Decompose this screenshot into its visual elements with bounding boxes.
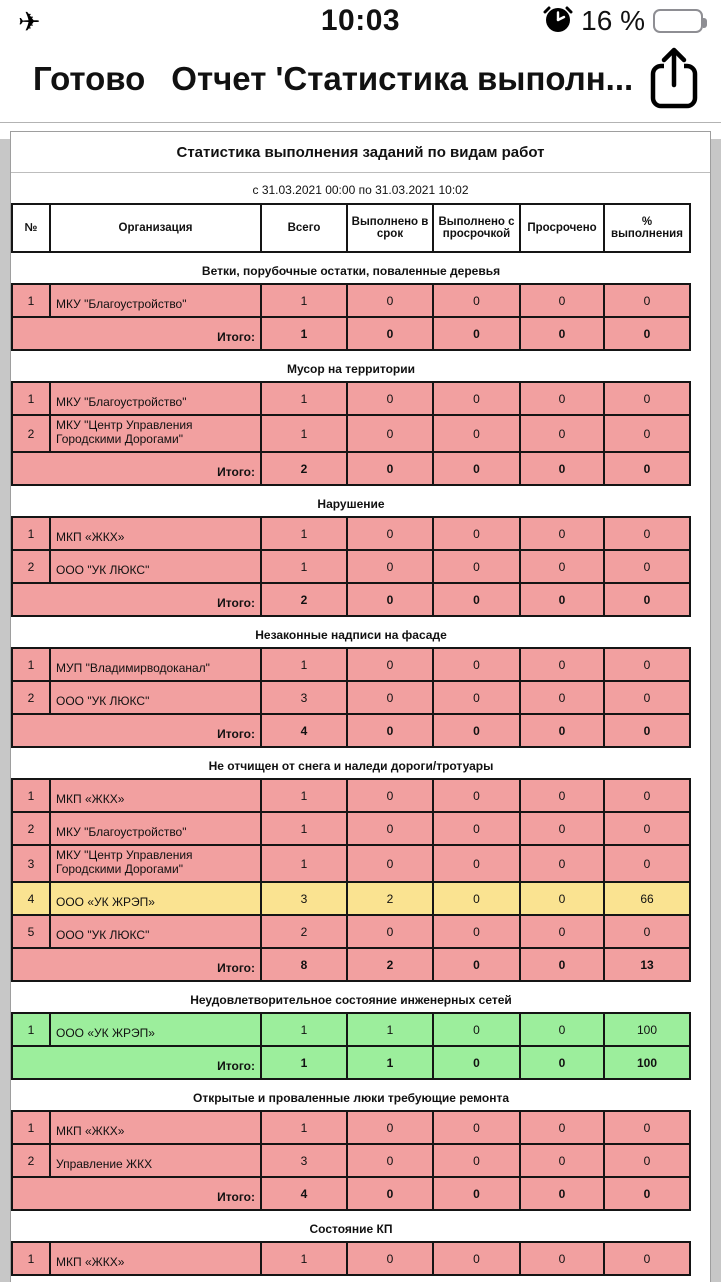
cell-value: 0 [347, 915, 433, 948]
cell-value: 0 [520, 812, 604, 845]
cell-value: 0 [433, 415, 520, 452]
status-bar [0, 0, 721, 42]
table-row [12, 812, 690, 845]
cell-value: 0 [347, 648, 433, 681]
cell-value: 0 [604, 550, 690, 583]
total-value: 4 [261, 1177, 347, 1210]
table-row [12, 1013, 690, 1046]
cell-value: 0 [520, 284, 604, 317]
cell-organization: Управление ЖКХ [50, 1144, 261, 1177]
cell-value: 0 [520, 517, 604, 550]
battery-nub [703, 18, 707, 28]
table-row [12, 648, 690, 681]
cell-num: 2 [12, 1144, 50, 1177]
cell-value: 0 [347, 382, 433, 415]
cell-value: 1 [261, 382, 347, 415]
cell-value: 0 [604, 415, 690, 452]
cell-organization: ООО "УК ЛЮКС" [50, 681, 261, 714]
section-row [12, 485, 690, 517]
cell-value: 0 [520, 1144, 604, 1177]
cell-value: 2 [347, 882, 433, 915]
airplane-mode-icon: ✈ [18, 6, 41, 37]
total-value: 2 [347, 948, 433, 981]
cell-value: 0 [604, 915, 690, 948]
header-done-on-time: Выполнено в срок [347, 204, 433, 252]
cell-organization: МКП «ЖКХ» [50, 1111, 261, 1144]
cell-organization: ООО "УК ЛЮКС" [50, 550, 261, 583]
cell-value: 0 [433, 550, 520, 583]
total-value: 0 [604, 583, 690, 616]
total-value: 0 [520, 583, 604, 616]
total-value: 0 [433, 583, 520, 616]
total-label: Итого: [12, 583, 261, 616]
cell-organization: МКУ "Благоустройство" [50, 284, 261, 317]
cell-value: 0 [347, 1242, 433, 1275]
table-row [12, 1111, 690, 1144]
section-row [12, 1079, 690, 1111]
battery-percent-label: 16 % [581, 5, 645, 36]
total-label: Итого: [12, 1046, 261, 1079]
cell-value: 1 [261, 517, 347, 550]
cell-value: 0 [604, 1144, 690, 1177]
report-table-body [12, 252, 690, 1275]
cell-value: 0 [520, 1111, 604, 1144]
page-title: Отчет 'Статистика выполн... [171, 60, 634, 97]
cell-value: 3 [261, 882, 347, 915]
cell-value: 0 [604, 1111, 690, 1144]
cell-value: 0 [347, 845, 433, 882]
table-row [12, 1144, 690, 1177]
section-title: Незаконные надписи на фасаде [12, 616, 690, 648]
cell-value: 1 [261, 779, 347, 812]
cell-value: 0 [347, 415, 433, 452]
cell-value: 0 [604, 1242, 690, 1275]
cell-value: 1 [261, 1111, 347, 1144]
section-row [12, 350, 690, 382]
section-row [12, 252, 690, 284]
section-row [12, 1210, 690, 1242]
cell-value: 0 [520, 550, 604, 583]
table-row [12, 882, 690, 915]
alarm-clock-icon [543, 4, 573, 39]
cell-num: 2 [12, 812, 50, 845]
cell-organization: ООО «УК ЖРЭП» [50, 1013, 261, 1046]
section-title: Состояние КП [12, 1210, 690, 1242]
cell-value: 66 [604, 882, 690, 915]
cell-organization: ООО "УК ЛЮКС" [50, 915, 261, 948]
cell-value: 0 [520, 382, 604, 415]
cell-value: 0 [520, 845, 604, 882]
cell-organization: МКУ "Центр Управления Городскими Дорогами" [50, 845, 261, 882]
cell-num: 1 [12, 648, 50, 681]
cell-num: 1 [12, 517, 50, 550]
cell-num: 4 [12, 882, 50, 915]
cell-value: 0 [433, 648, 520, 681]
total-value: 0 [433, 452, 520, 485]
cell-num: 2 [12, 550, 50, 583]
cell-value: 0 [433, 1144, 520, 1177]
cell-num: 2 [12, 681, 50, 714]
cell-value: 0 [347, 284, 433, 317]
total-value: 0 [520, 948, 604, 981]
cell-value: 0 [604, 845, 690, 882]
cell-value: 0 [520, 1013, 604, 1046]
table-row [12, 845, 690, 882]
table-row [12, 415, 690, 452]
total-label: Итого: [12, 714, 261, 747]
cell-value: 1 [261, 1242, 347, 1275]
header-organization: Организация [50, 204, 261, 252]
cell-num: 1 [12, 284, 50, 317]
cell-value: 1 [347, 1013, 433, 1046]
cell-value: 0 [433, 779, 520, 812]
total-value: 2 [261, 452, 347, 485]
cell-value: 1 [261, 812, 347, 845]
table-row [12, 779, 690, 812]
total-row [12, 583, 690, 616]
section-title: Не отчищен от снега и наледи дороги/тротуары [12, 747, 690, 779]
cell-num: 1 [12, 779, 50, 812]
section-title: Мусор на территории [12, 350, 690, 382]
total-value: 0 [520, 1177, 604, 1210]
cell-value: 0 [347, 550, 433, 583]
total-value: 0 [433, 1177, 520, 1210]
cell-value: 0 [433, 382, 520, 415]
cell-value: 1 [261, 415, 347, 452]
total-label: Итого: [12, 948, 261, 981]
cell-num: 3 [12, 845, 50, 882]
total-value: 0 [347, 452, 433, 485]
cell-value: 0 [347, 779, 433, 812]
table-row [12, 284, 690, 317]
report-table [11, 203, 691, 1276]
total-value: 0 [433, 714, 520, 747]
total-label: Итого: [12, 317, 261, 350]
header-percent-done: % выполнения [604, 204, 690, 252]
total-value: 100 [604, 1046, 690, 1079]
total-value: 0 [604, 1177, 690, 1210]
table-row [12, 915, 690, 948]
report-page [10, 131, 711, 1282]
share-icon [647, 99, 701, 114]
cell-value: 0 [520, 915, 604, 948]
table-header-row [12, 204, 690, 252]
total-value: 0 [433, 317, 520, 350]
table-row [12, 517, 690, 550]
status-time: 10:03 [320, 4, 401, 37]
cell-organization: МКП «ЖКХ» [50, 517, 261, 550]
cell-value: 1 [261, 648, 347, 681]
cell-value: 0 [347, 517, 433, 550]
cell-value: 0 [433, 681, 520, 714]
total-value: 1 [261, 1046, 347, 1079]
total-value: 0 [433, 948, 520, 981]
cell-num: 1 [12, 1111, 50, 1144]
total-row [12, 948, 690, 981]
total-value: 0 [347, 317, 433, 350]
cell-num: 1 [12, 382, 50, 415]
total-value: 0 [347, 1177, 433, 1210]
table-row [12, 1242, 690, 1275]
section-title: Неудовлетворительное состояние инженерных сетей [12, 981, 690, 1013]
section-title: Открытые и проваленные люки требующие ремонта [12, 1079, 690, 1111]
cell-value: 2 [261, 915, 347, 948]
total-value: 0 [520, 452, 604, 485]
cell-value: 0 [347, 681, 433, 714]
total-label: Итого: [12, 1177, 261, 1210]
total-value: 8 [261, 948, 347, 981]
cell-value: 3 [261, 1144, 347, 1177]
cell-num: 2 [12, 415, 50, 452]
header-total: Всего [261, 204, 347, 252]
cell-value: 0 [433, 882, 520, 915]
cell-value: 0 [433, 812, 520, 845]
report-title: Статистика выполнения заданий по видам работ [11, 132, 710, 173]
cell-value: 0 [347, 812, 433, 845]
total-value: 0 [347, 714, 433, 747]
report-period: с 31.03.2021 00:00 по 31.03.2021 10:02 [252, 183, 469, 197]
total-value: 0 [520, 317, 604, 350]
total-row [12, 1177, 690, 1210]
total-value: 0 [347, 583, 433, 616]
cell-value: 0 [433, 915, 520, 948]
cell-value: 0 [520, 1242, 604, 1275]
total-row [12, 1046, 690, 1079]
cell-value: 0 [520, 779, 604, 812]
cell-organization: МКП «ЖКХ» [50, 1242, 261, 1275]
total-value: 4 [261, 714, 347, 747]
cell-value: 0 [520, 882, 604, 915]
total-row [12, 714, 690, 747]
table-row [12, 681, 690, 714]
section-row [12, 616, 690, 648]
total-value: 13 [604, 948, 690, 981]
cell-num: 1 [12, 1242, 50, 1275]
header-overdue: Просрочено [520, 204, 604, 252]
cell-value: 0 [604, 284, 690, 317]
section-title: Нарушение [12, 485, 690, 517]
cell-num: 5 [12, 915, 50, 948]
cell-value: 0 [433, 1242, 520, 1275]
cell-value: 0 [347, 1144, 433, 1177]
cell-value: 0 [433, 1013, 520, 1046]
cell-organization: МКУ "Благоустройство" [50, 812, 261, 845]
total-value: 0 [604, 317, 690, 350]
cell-value: 0 [433, 845, 520, 882]
header-done-late: Выполнено с просрочкой [433, 204, 520, 252]
total-value: 0 [604, 452, 690, 485]
table-row [12, 382, 690, 415]
cell-value: 1 [261, 550, 347, 583]
cell-organization: МКП «ЖКХ» [50, 779, 261, 812]
nav-bar [0, 42, 721, 123]
cell-value: 0 [520, 648, 604, 681]
cell-value: 0 [604, 681, 690, 714]
cell-value: 0 [604, 517, 690, 550]
total-row [12, 317, 690, 350]
cell-value: 0 [433, 1111, 520, 1144]
cell-value: 3 [261, 681, 347, 714]
total-value: 0 [604, 714, 690, 747]
cell-value: 0 [604, 382, 690, 415]
section-row [12, 981, 690, 1013]
cell-value: 0 [604, 648, 690, 681]
cell-value: 1 [261, 1013, 347, 1046]
cell-organization: МКУ "Благоустройство" [50, 382, 261, 415]
total-label: Итого: [12, 452, 261, 485]
cell-num: 1 [12, 1013, 50, 1046]
cell-organization: МУП "Владимирводоканал" [50, 648, 261, 681]
total-row [12, 452, 690, 485]
total-value: 1 [347, 1046, 433, 1079]
table-row [12, 550, 690, 583]
document-viewer[interactable] [0, 131, 721, 1282]
section-row [12, 747, 690, 779]
cell-organization: МКУ "Центр Управления Городскими Дорогами" [50, 415, 261, 452]
cell-value: 0 [347, 1111, 433, 1144]
done-button[interactable]: Готово [33, 60, 146, 97]
total-value: 0 [520, 1046, 604, 1079]
total-value: 0 [520, 714, 604, 747]
cell-value: 100 [604, 1013, 690, 1046]
cell-value: 0 [604, 812, 690, 845]
cell-value: 1 [261, 284, 347, 317]
cell-value: 1 [261, 845, 347, 882]
cell-value: 0 [520, 681, 604, 714]
cell-value: 0 [520, 415, 604, 452]
share-button[interactable] [643, 45, 705, 114]
cell-value: 0 [433, 284, 520, 317]
battery-icon [653, 9, 703, 33]
total-value: 1 [261, 317, 347, 350]
cell-value: 0 [433, 517, 520, 550]
total-value: 0 [433, 1046, 520, 1079]
cell-organization: ООО «УК ЖРЭП» [50, 882, 261, 915]
cell-value: 0 [604, 779, 690, 812]
header-num: № [12, 204, 50, 252]
section-title: Ветки, порубочные остатки, поваленные деревья [12, 252, 690, 284]
total-value: 2 [261, 583, 347, 616]
